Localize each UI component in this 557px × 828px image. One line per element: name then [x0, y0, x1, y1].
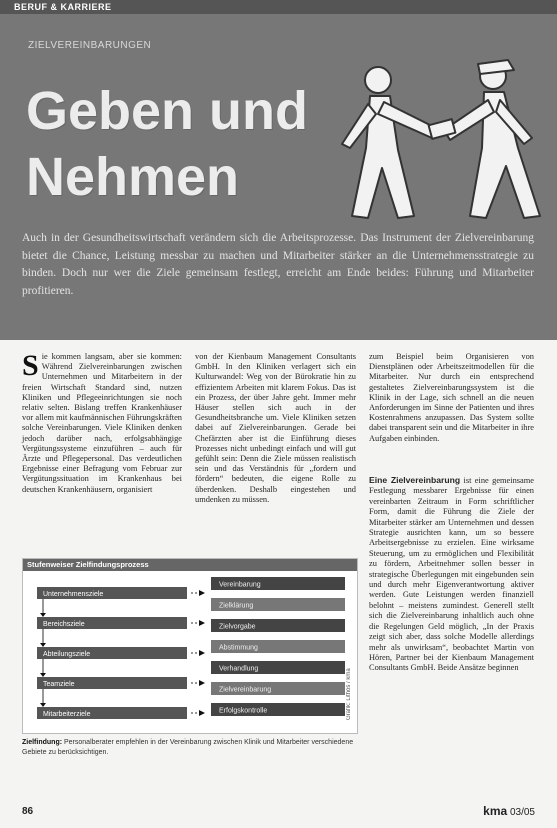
- connector-arrow: [199, 620, 205, 626]
- graphic-credit: Grafik: Lithos / kma: [346, 668, 352, 720]
- magazine-name: kma: [483, 804, 508, 818]
- down-arrow: [40, 643, 46, 647]
- connector-arrow: [199, 650, 205, 656]
- caption-label: Zielfindung:: [22, 739, 63, 746]
- lead-paragraph: Auch in der Gesundheitswirtschaft verändern sich die Arbeitsprozesse. Das Instrument der Zielvereinbarung bietet die Chance, Leistung messbar zu machen und Mitarbeiter stärker an die Unternehmensstrategie zu binden. Doch nur wer die Ziele gemeinsam festlegt, erreicht am Ende beides: Führung und Mitarbeiter profitieren.: [22, 232, 534, 297]
- drop-cap: S: [22, 349, 39, 382]
- right-box-label: Zielvorgabe: [219, 623, 256, 631]
- down-arrow: [40, 613, 46, 617]
- down-arrow: [40, 703, 46, 707]
- column-1-text: ie kommen langsam, aber sie kommen: Während Zielvereinbarungen zwischen Unternehmen und Mitarbeitern in der freien Wirtschaft Standard sind, nutzen Kliniken und Pflegeeinrichtungen sie noch relativ selten. Bislang treffen Krankenhäuser vor allem mit kaufmännischen Führungskräften solche Vereinbarungen. Viele Kliniken denken jedoch darüber nach, erfolgsabhängige Vergütungssysteme einzuführen – auch für Ärzte und Pflegepersonal. Das verdeutlichen Ergebnisse einer Befragung vom Februar zur Vergütungssituation im Krankenhaus bei deutschen Krankenhäusern, organisiert: [22, 352, 182, 494]
- down-arrow: [40, 673, 46, 677]
- left-box-label: Abteilungsziele: [43, 651, 91, 658]
- hero-banner: [0, 0, 557, 340]
- column-3-continued-text: ist eine gemeinsame Festlegung messbarer Ergebnisse für einen vereinbarten Zeitraum in Form schriftlicher Form, damit die Führung die Ziele der Mitarbeiter stärker am Unternehmen und dessen Strategie ausrichten kann, um so bessere Arbeitsergebnisse zu erzielen. Eine wirksame Steuerung, um zu ermöglichen und Flexibilität zu fördern, Arbeitnehmer sollen besser in strategische Überlegungen mit eingebunden sein und durch mehr Eigenverantwortung aktiver werden. Gute Leistungen werden finanziell belohnt – meistens zumindest. Generell stellt sich die Zielvereinbarung inhaltlich auch ohne die Regelungen Geld möglich, „In der Praxis zeigt sich aber, dass solche Modelle allerdings mehr als unwirksam“, beobachtet Martin von Hören, Partner bei der Kienbaum Management Consultants GmbH. Beide Ansätze beginnen: [369, 476, 534, 673]
- right-box-label: Verhandlung: [219, 665, 259, 673]
- diagram-title: Stufenweiser Zielfindungsprozess: [23, 559, 357, 571]
- magazine-issue: [483, 804, 535, 818]
- headline: [26, 78, 308, 210]
- right-box-label: Vereinbarung: [219, 581, 261, 589]
- figures-illustration: [318, 52, 548, 222]
- section-label: BERUF & KARRIERE: [14, 2, 112, 12]
- right-box-label: Erfolgskontrolle: [219, 707, 268, 715]
- kicker: ZIELVEREINBARUNGEN: [28, 40, 152, 51]
- diagram-canvas: [23, 571, 357, 733]
- issue-number: 03/05: [509, 807, 535, 818]
- headline-line1: Geben und: [26, 81, 308, 141]
- right-box-label: Zielvereinbarung: [219, 686, 272, 694]
- headline-line2: Nehmen: [26, 147, 240, 207]
- left-box-label: Teamziele: [43, 681, 75, 688]
- right-box-label: Zielklärung: [219, 602, 254, 610]
- column-3-continued: [369, 475, 534, 674]
- process-diagram: [22, 558, 358, 734]
- left-box-label: Mitarbeiterziele: [43, 711, 91, 718]
- column-3: zum Beispiel beim Organisieren von Dienstplänen oder Arbeitszeitmodellen für die Mitarbeiter. Nur durch ein entsprechend gestaltetes Zielvereinbarungssystem ist die Klinik in der Lage, sich schnell an die neuen Anforderungen im Sinne der Patienten und ihres Kostenrahmens anzupassen. Das System sollte dabei transparent sein und die Mitarbeiter in ihre Aufgaben einbinden.: [369, 352, 534, 443]
- left-box-label: Unternehmensziele: [43, 591, 104, 598]
- right-box-label: Abstimmung: [219, 644, 258, 652]
- column-1: [22, 349, 182, 495]
- column-3-lead-in: Eine Zielvereinbarung: [369, 475, 461, 485]
- page-number: 86: [22, 806, 34, 817]
- connector-arrow: [199, 590, 205, 596]
- column-2: von der Kienbaum Management Consultants GmbH. In den Kliniken verlagert sich ein Kulturwandel: Weg von der Bürokratie hin zu effizientem Arbeiten mit klarem Fokus. Das ist ein Prozess, der über Jahre geht. Immer mehr Häuser stellen sich auch in der Gesundheitsbranche um. Viele Kliniken setzen dabei auf Zielvereinbarungen. Gerade bei Chefärzten aber ist die Einführung dieses Prozesses nicht unbedingt einfach und will gut gefühlt sein: Denn die Ziele müssen realistisch sein und das Verständnis für „fordern und fördern“ bedeuten, die eigene Rolle zu überdenken. Deshalb eingestehen und umdenken zu müssen.: [195, 352, 356, 504]
- connector-arrow: [199, 680, 205, 686]
- figure-caption: [22, 738, 356, 757]
- caption-text: Personalberater empfehlen in der Vereinbarung zwischen Klinik und Mitarbeiter verschiedene Gebiete zu berücksichtigen.: [22, 739, 354, 756]
- connector-arrow: [199, 710, 205, 716]
- left-box-label: Bereichsziele: [43, 621, 85, 628]
